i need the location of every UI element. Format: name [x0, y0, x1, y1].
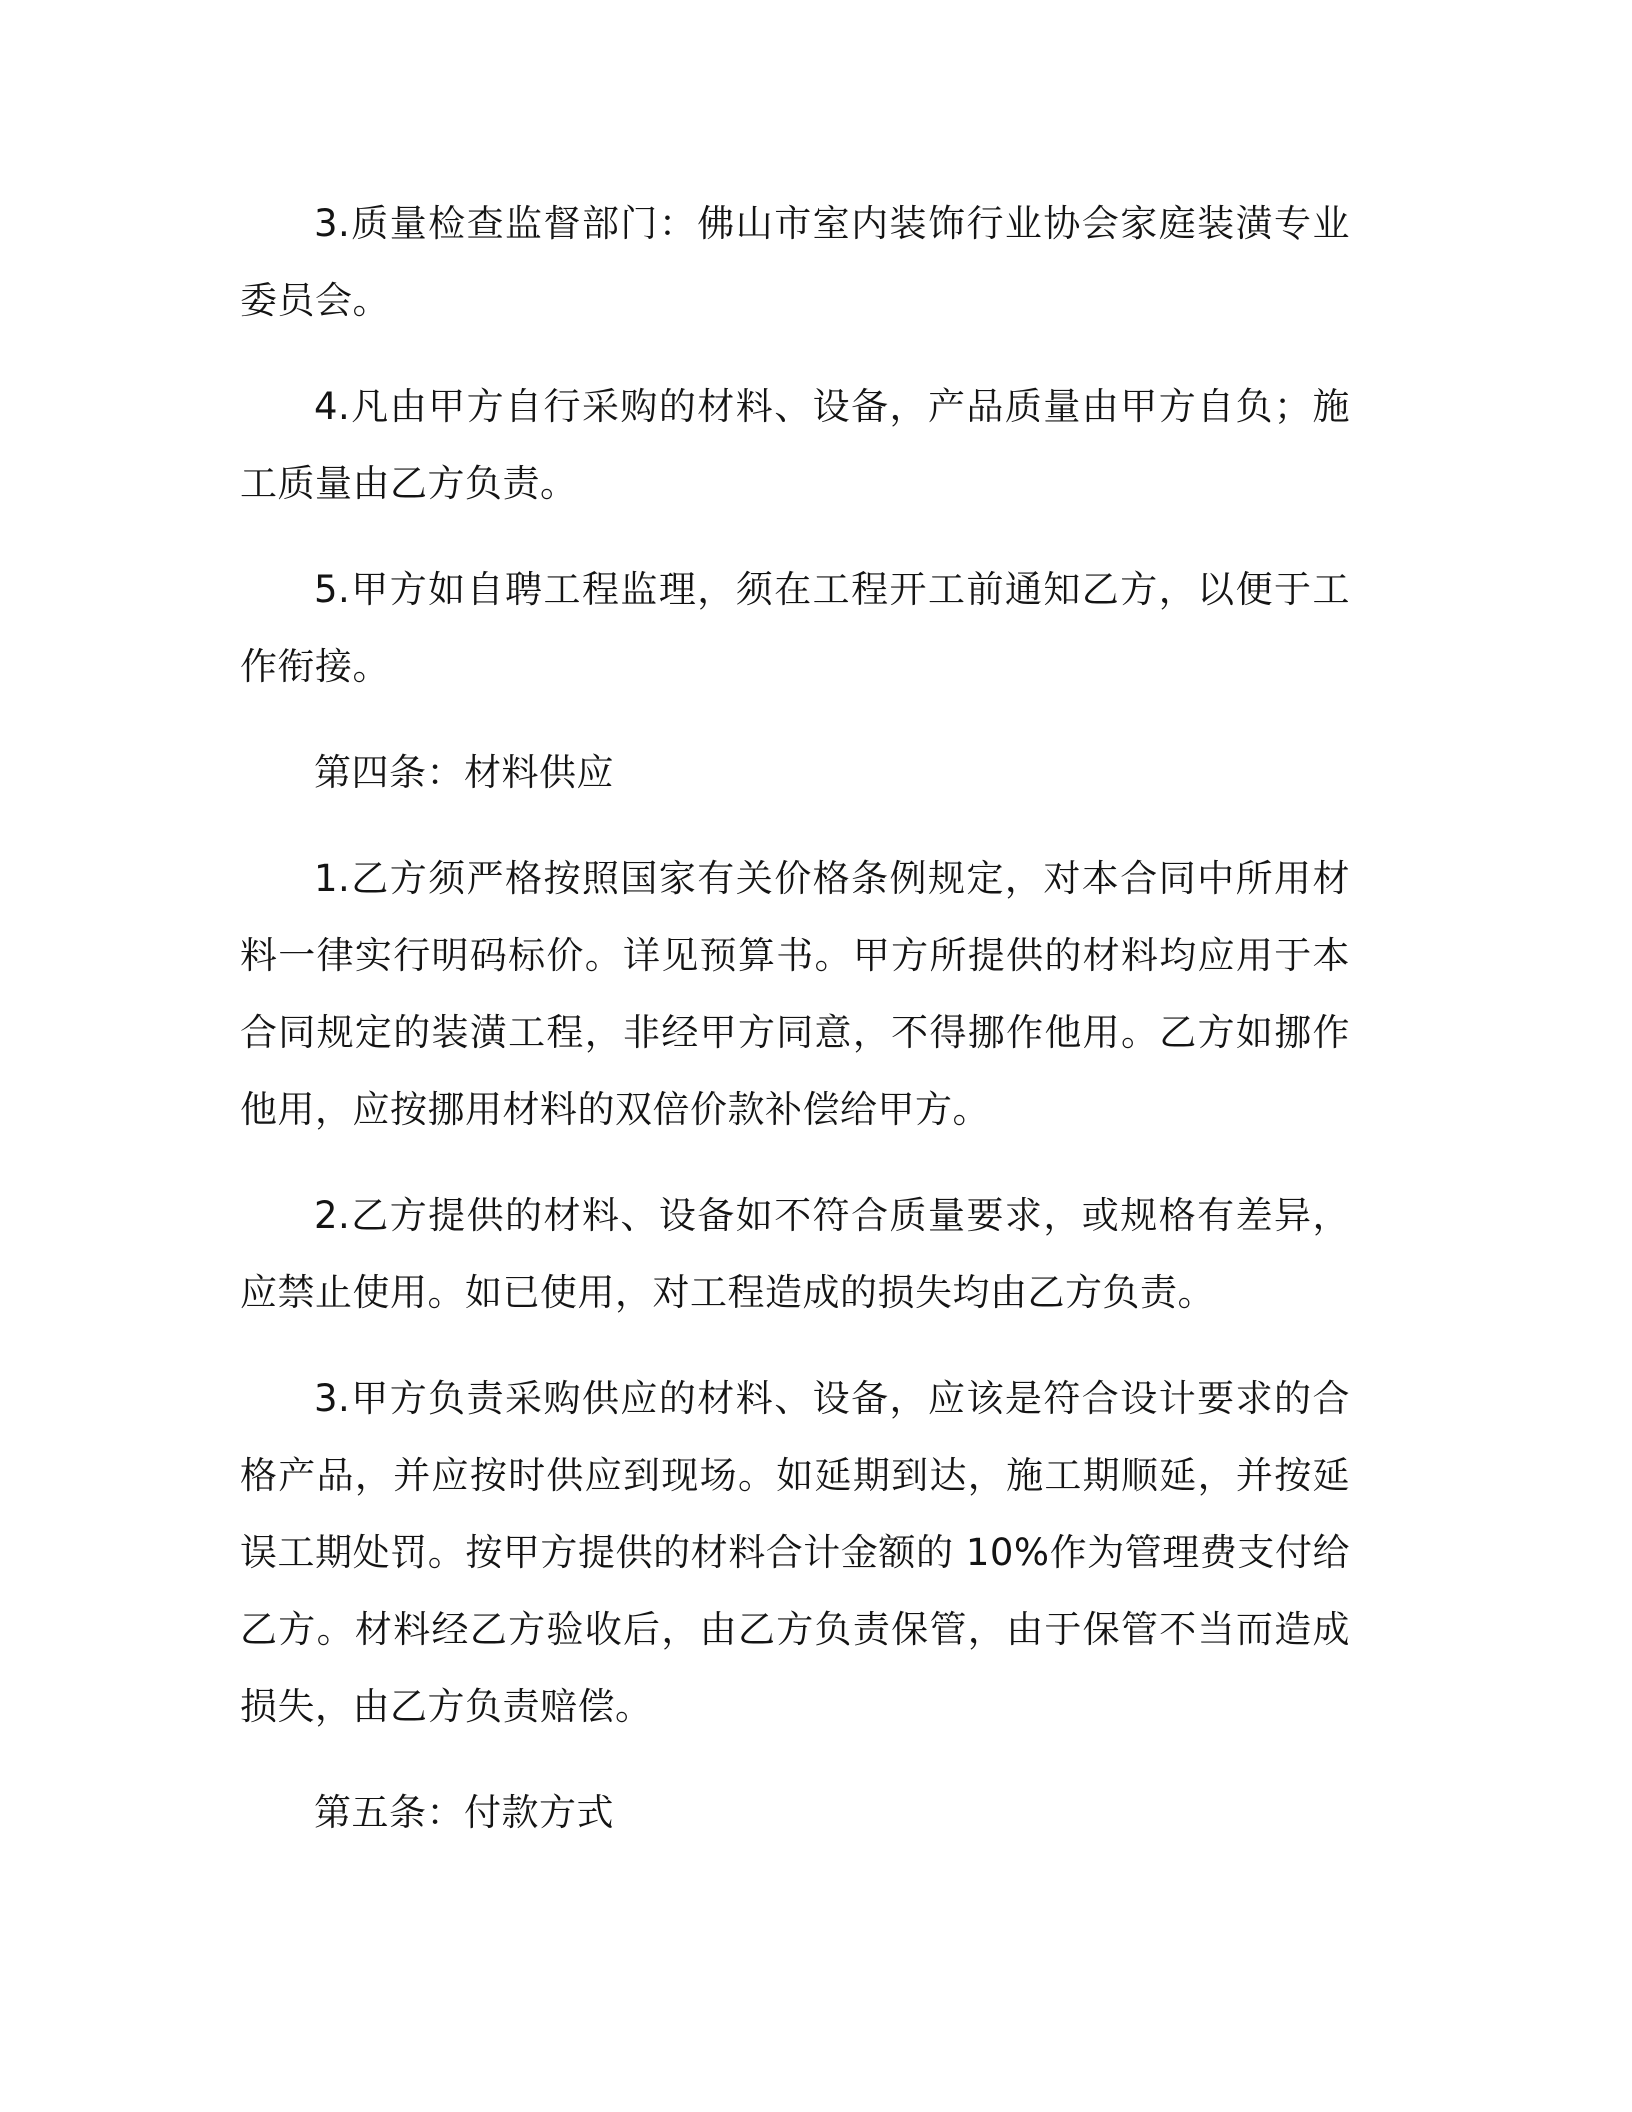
document-body — [240, 185, 1350, 1880]
clause-5-supervision-notice: 5.甲方如自聘工程监理，须在工程开工前通知乙方，以便于工作衔接。 — [240, 568, 1350, 688]
article-4-clause-3: 3.甲方负责采购供应的材料、设备，应该是符合设计要求的合格产品，并应按时供应到现场。如延期到达，施工期顺延，并按延误工期处罚。按甲方提供的材料合计金额的 10%作为管理费支付给乙方。材料经乙方验收后，由乙方负责保管，由于保管不当而造成损失，由乙方负责赔偿。 — [240, 1377, 1350, 1728]
article-5-heading: 第五条：付款方式 — [314, 1791, 614, 1834]
clause-4-self-purchased-materials: 4.凡由甲方自行采购的材料、设备，产品质量由甲方自负；施工质量由乙方负责。 — [240, 385, 1350, 505]
clause-3-quality-supervision: 3.质量检查监督部门：佛山市室内装饰行业协会家庭装潢专业委员会。 — [240, 202, 1350, 322]
article-4-clause-2: 2.乙方提供的材料、设备如不符合质量要求，或规格有差异，应禁止使用。如已使用，对工程造成的损失均由乙方负责。 — [240, 1194, 1350, 1314]
article-4-heading: 第四条：材料供应 — [314, 751, 614, 794]
article-4-clause-1: 1.乙方须严格按照国家有关价格条例规定，对本合同中所用材料一律实行明码标价。详见预算书。甲方所提供的材料均应用于本合同规定的装潢工程，非经甲方同意，不得挪作他用。乙方如挪作他用，应按挪用材料的双倍价款补偿给甲方。 — [240, 857, 1350, 1131]
